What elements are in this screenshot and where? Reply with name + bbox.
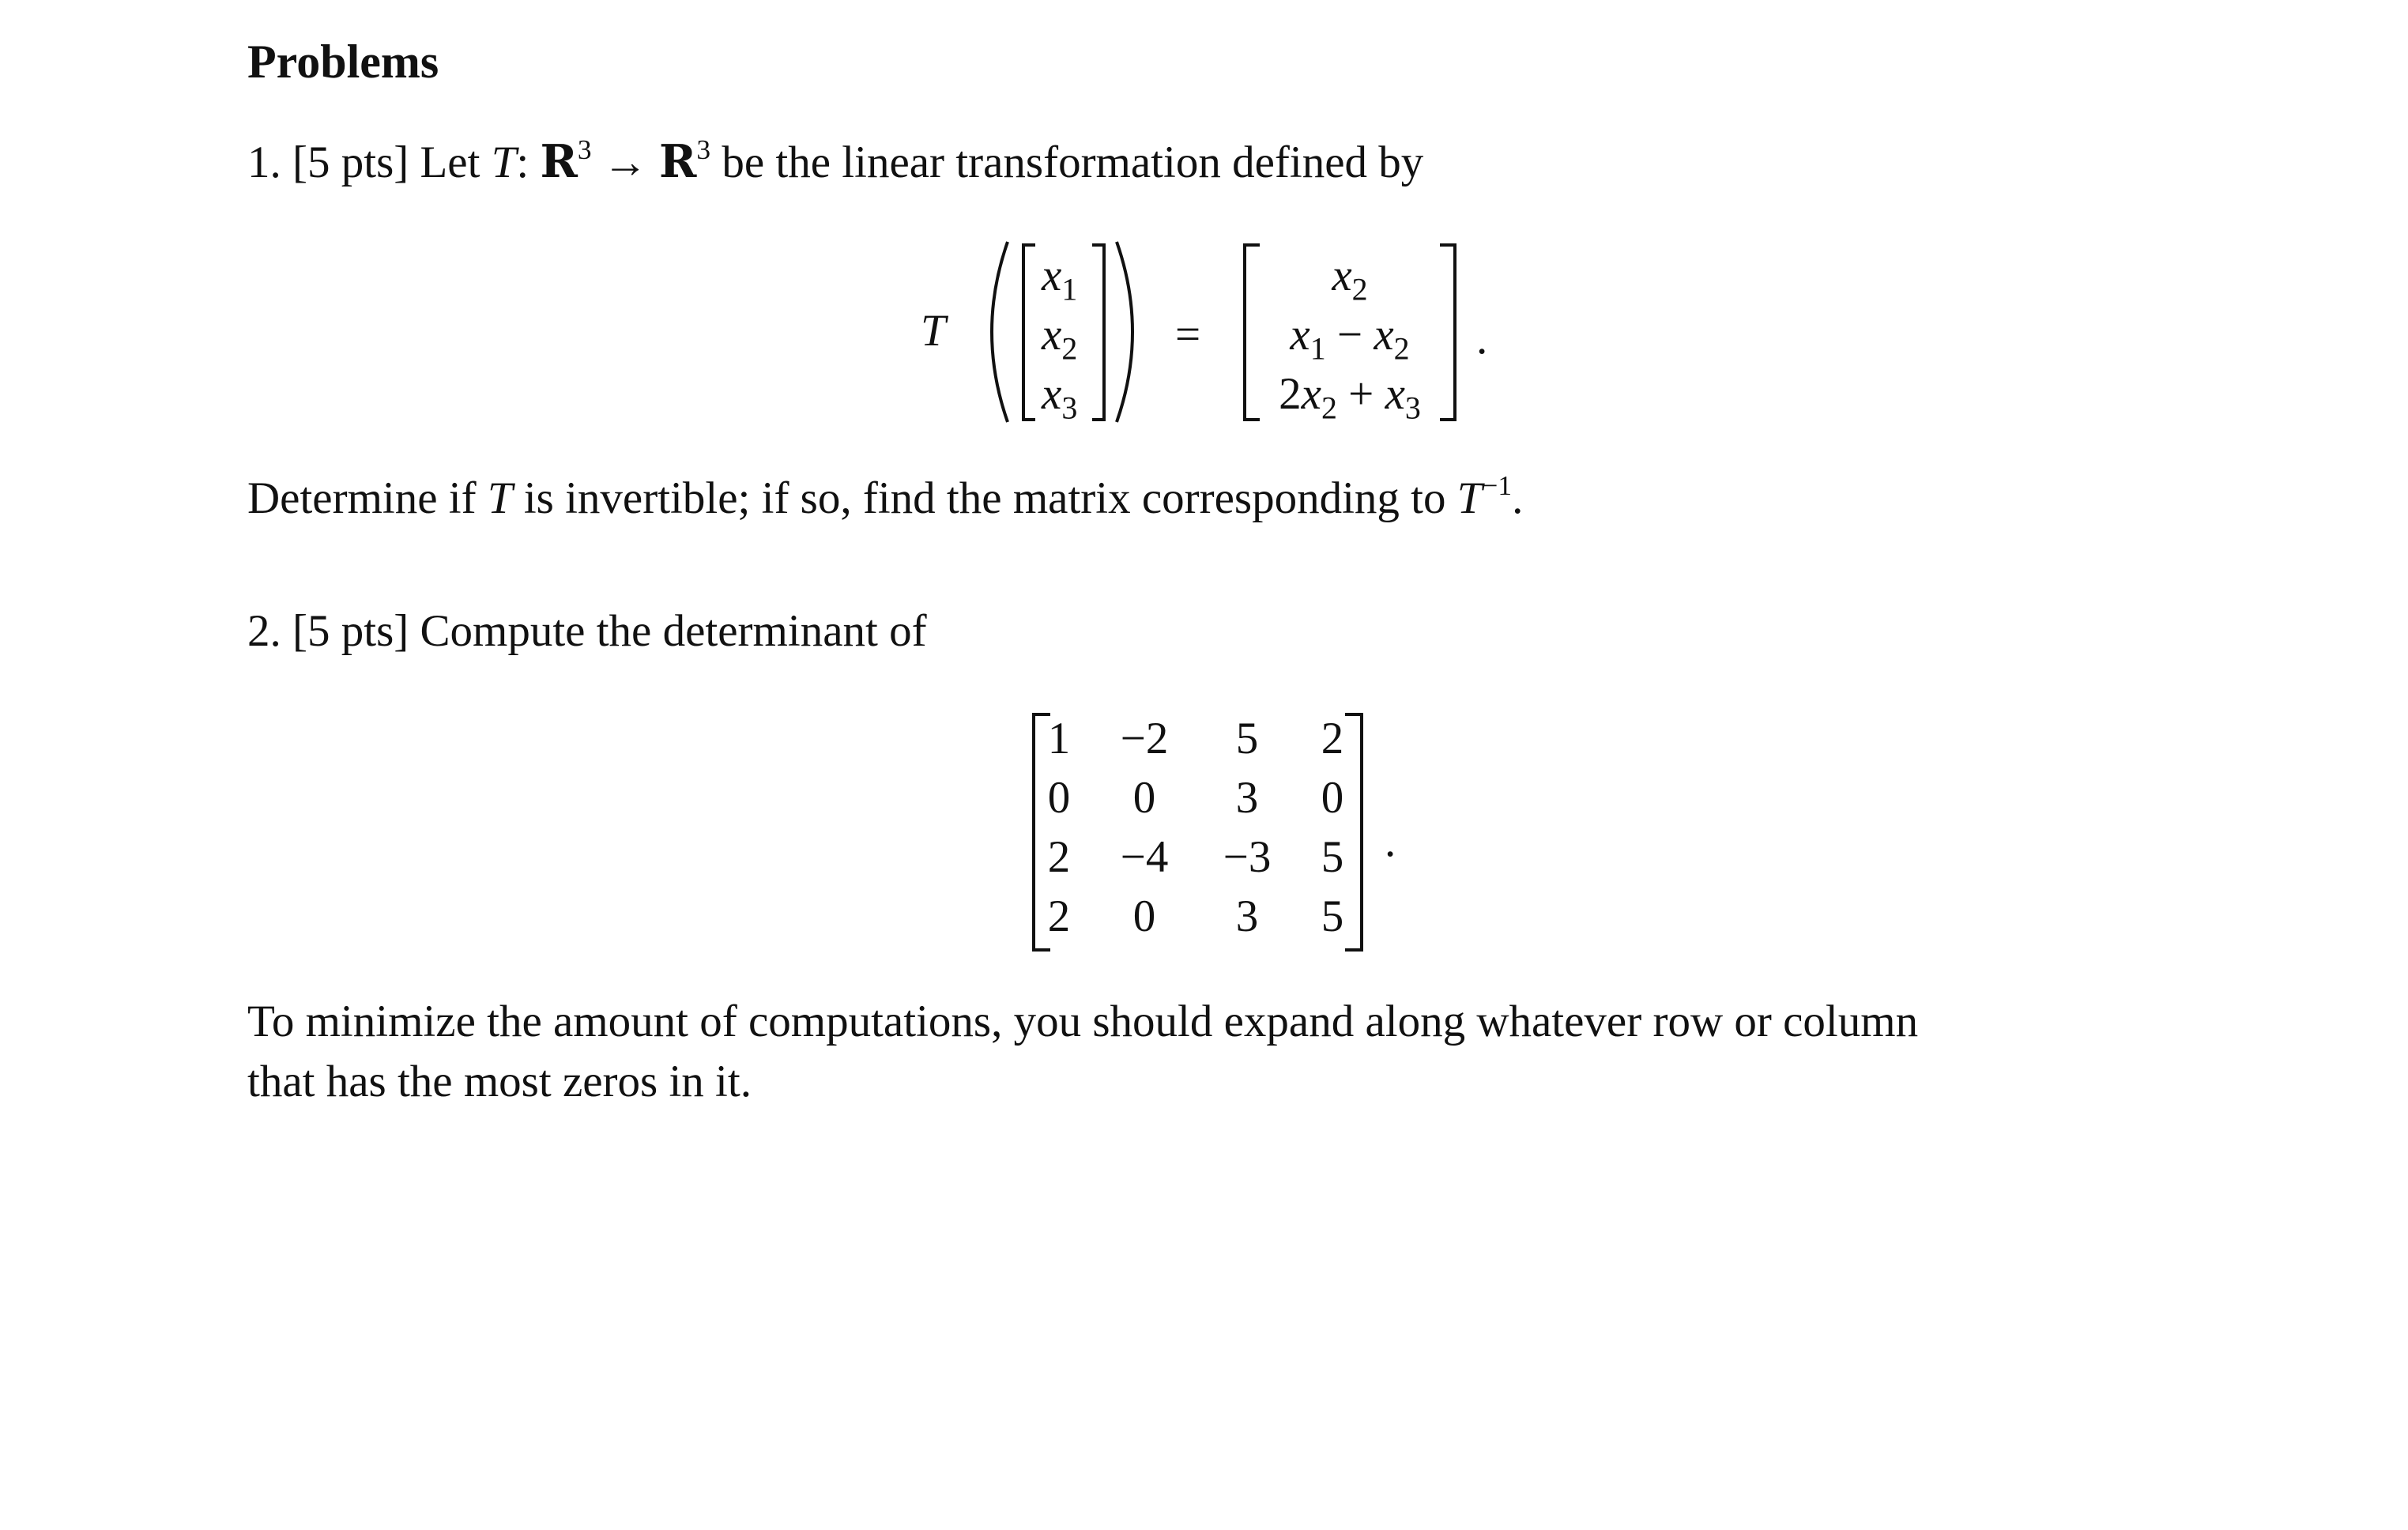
dimension-exponent: 3 [577, 134, 592, 166]
input-x2: $x_2$ [1042, 310, 1078, 367]
input-x3: $x_3$ [1042, 369, 1078, 426]
question-pre: Determine if [247, 473, 477, 523]
section-heading: Problems [247, 36, 439, 88]
input-vector-left-bracket [1021, 243, 1037, 421]
problem-1-statement [247, 133, 1423, 192]
matrix-cell-r3-c4: 5 [1321, 832, 1344, 882]
matrix-right-bracket [1343, 713, 1364, 952]
arrow-symbol: → [602, 138, 648, 187]
matrix-cell-r2-c3: 3 [1235, 773, 1259, 823]
matrix-cell-r2-c2: 0 [1132, 773, 1156, 823]
equation-period: . [1476, 314, 1488, 364]
question-mid: is invertible; if so, find the matrix corresponding to [523, 473, 1446, 523]
output-row-2: $x_1 - x_2$ [1290, 310, 1410, 367]
matrix-cell-r4-c4: 5 [1321, 891, 1344, 941]
equation-lhs-T: T [921, 306, 946, 356]
real-set-symbol: R [540, 135, 578, 188]
hint-line-2: that has the most zeros in it. [247, 1057, 752, 1106]
real-set-symbol-codomain: R [659, 135, 697, 188]
problem-2-number: 2. [247, 606, 281, 656]
matrix-cell-r3-c3: −3 [1223, 832, 1272, 882]
input-x1: $x_1$ [1042, 251, 1078, 307]
symbol-T: T [491, 138, 517, 187]
problem-2-points: [5 pts] [292, 606, 409, 656]
problem-2-text: Compute the determinant of [420, 606, 927, 656]
matrix-cell-r1-c4: 2 [1321, 714, 1344, 763]
input-vector-right-bracket [1091, 243, 1106, 421]
problem-1-question [247, 469, 1523, 528]
problem-2-statement [247, 602, 927, 661]
output-row-1: $x_2$ [1332, 251, 1368, 307]
question-symbol-T: T [487, 473, 513, 523]
matrix-cell-r1-c3: 5 [1235, 714, 1259, 763]
matrix-cell-r3-c1: 2 [1047, 832, 1071, 882]
right-parenthesis [1110, 237, 1150, 427]
problem-1-let: Let [420, 138, 480, 187]
output-vector-right-bracket [1438, 243, 1457, 421]
matrix-period: . [1385, 816, 1396, 866]
problem-1-points: [5 pts] [292, 138, 409, 187]
equals-sign: = [1175, 310, 1201, 360]
matrix-cell-r2-c4: 0 [1321, 773, 1344, 823]
output-row-3: $2x_2 + x_3$ [1279, 369, 1421, 426]
matrix-left-bracket [1031, 713, 1052, 952]
problem-1-number: 1. [247, 138, 281, 187]
question-end: . [1512, 473, 1524, 523]
hint-line-1: To minimize the amount of computations, you should expand along whatever row or column [247, 997, 1919, 1046]
matrix-cell-r1-c2: −2 [1120, 714, 1169, 763]
matrix-cell-r2-c1: 0 [1047, 773, 1071, 823]
left-parenthesis [976, 237, 1016, 427]
colon: : [516, 138, 529, 187]
output-vector-left-bracket [1242, 243, 1261, 421]
inverse-symbol-T: T [1456, 473, 1483, 523]
matrix-cell-r3-c2: −4 [1120, 832, 1169, 882]
dimension-exponent-codomain: 3 [696, 134, 711, 166]
inverse-exponent: −1 [1482, 470, 1513, 502]
matrix-cell-r4-c2: 0 [1132, 891, 1156, 941]
matrix-cell-r4-c1: 2 [1047, 891, 1071, 941]
problem-1-intro-rest: be the linear transformation defined by [722, 138, 1424, 187]
matrix-cell-r1-c1: 1 [1047, 714, 1071, 763]
matrix-cell-r4-c3: 3 [1235, 891, 1259, 941]
